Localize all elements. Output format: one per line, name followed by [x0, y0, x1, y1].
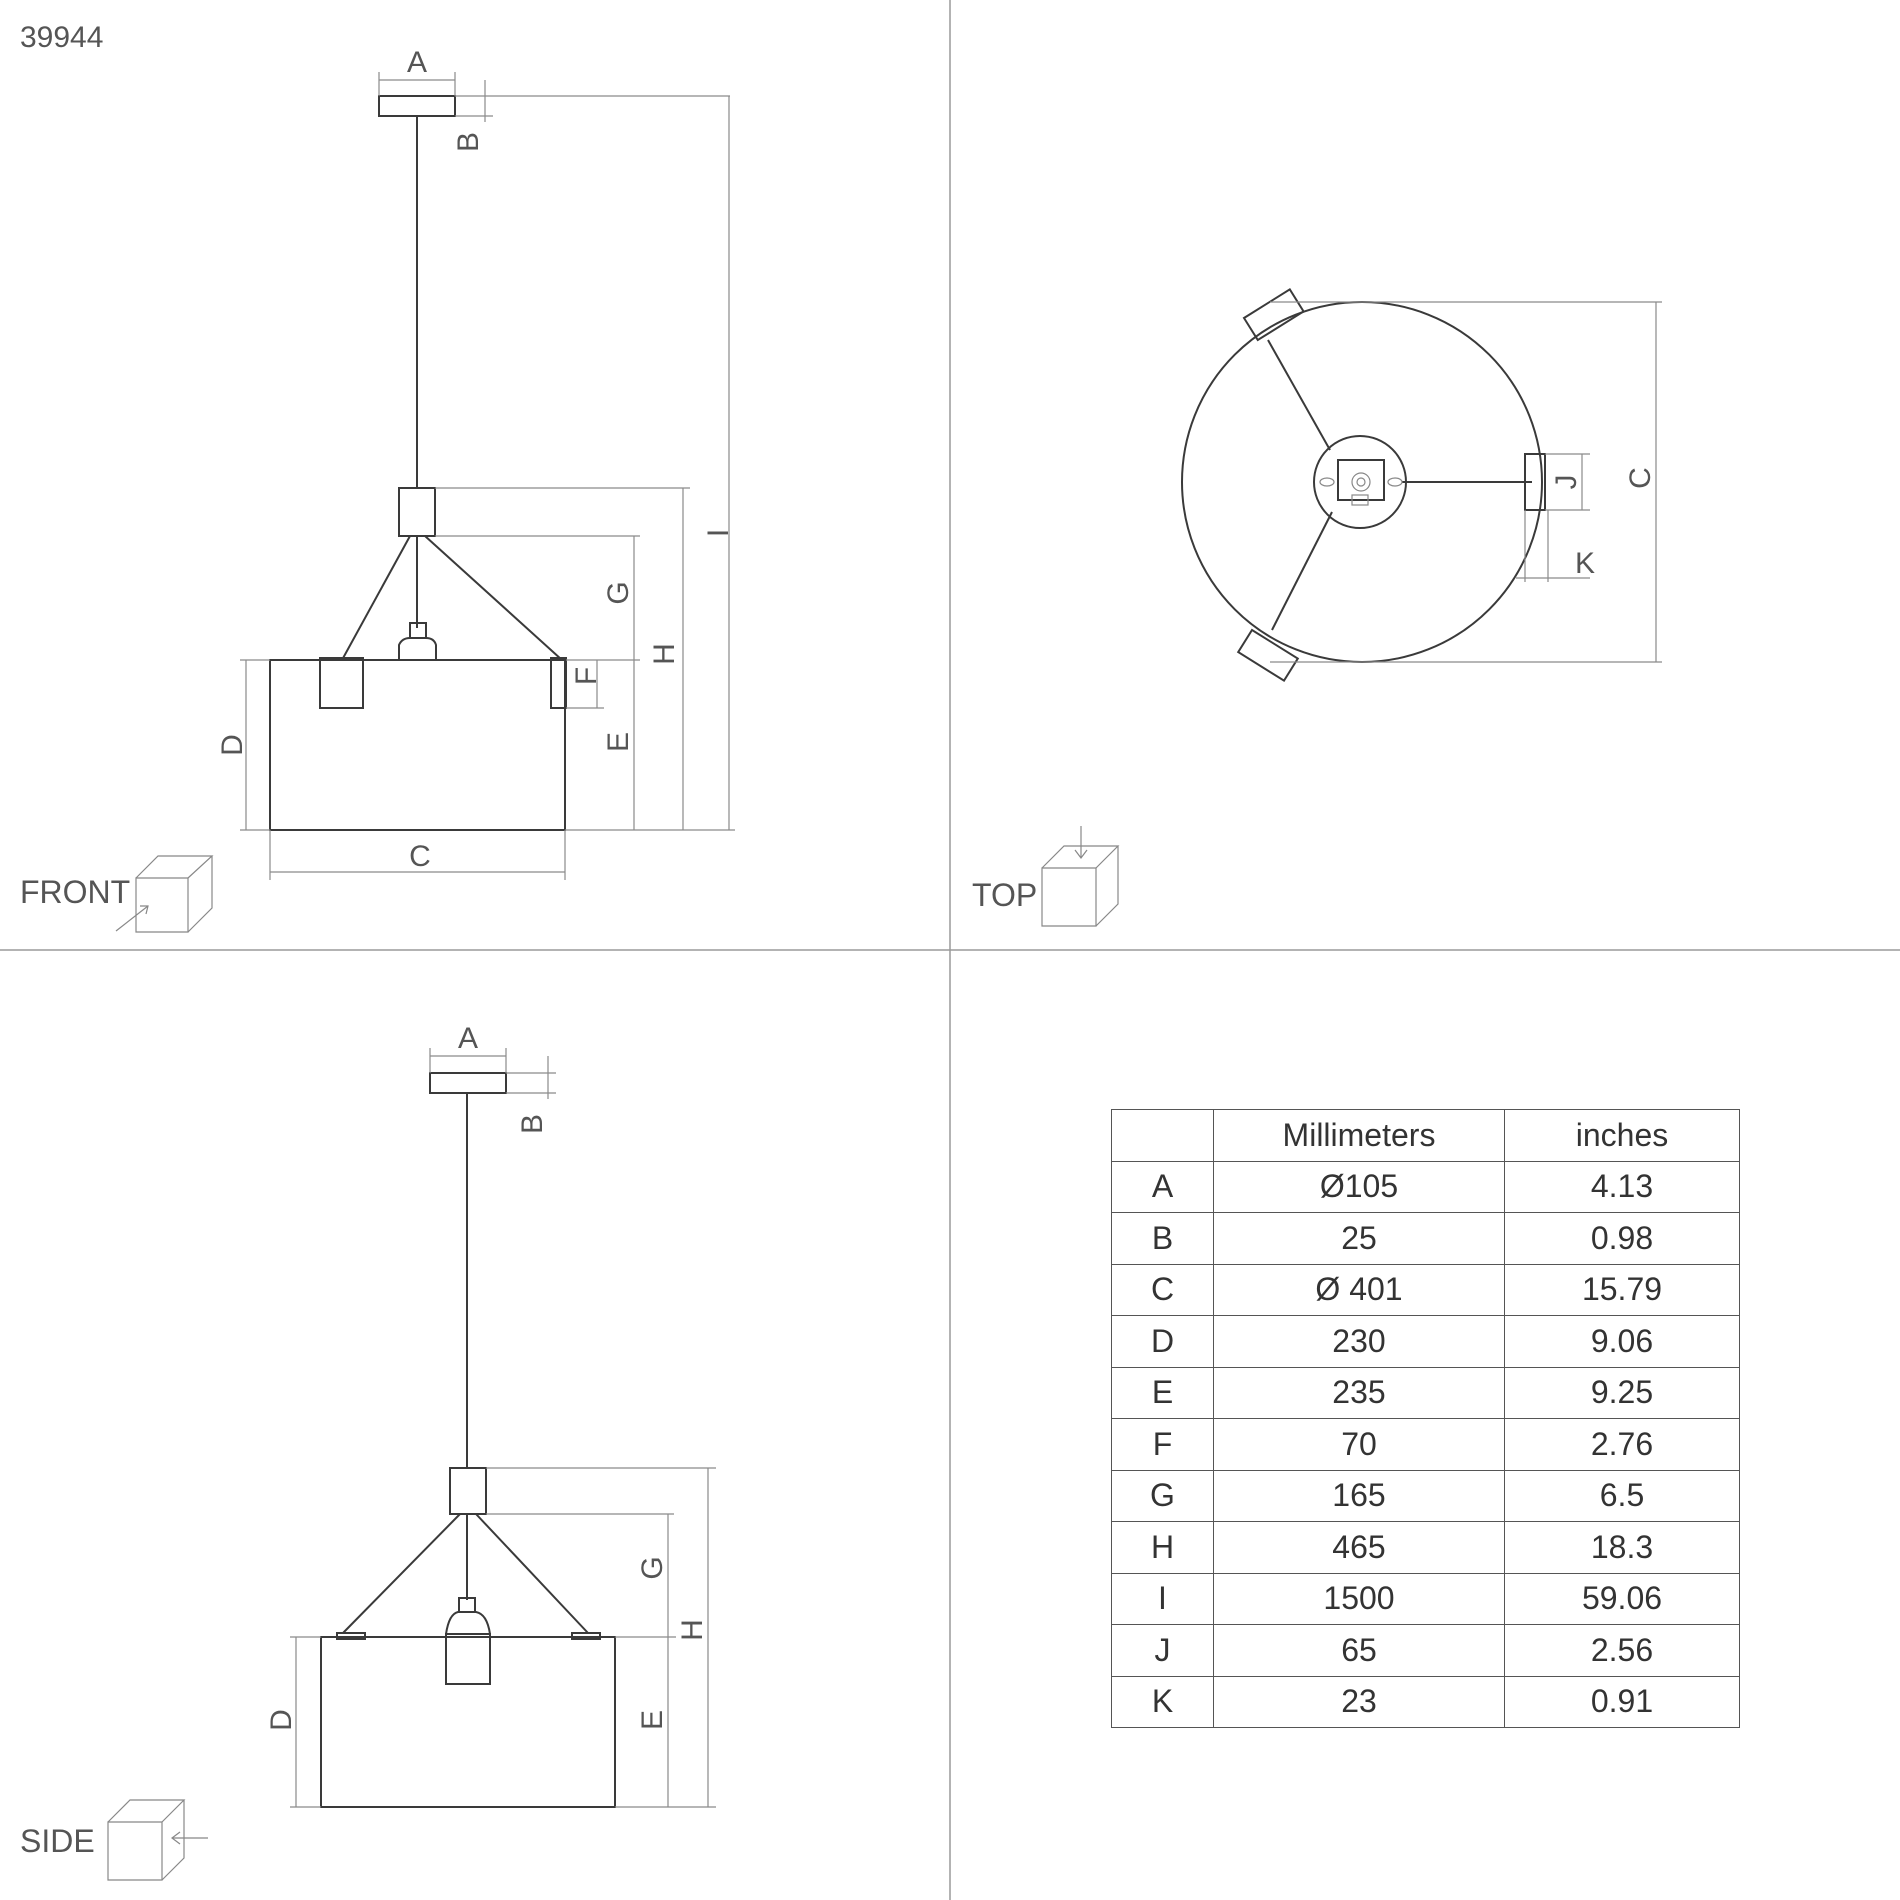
table-header-mm: Millimeters — [1214, 1110, 1505, 1162]
table-cell-mm: 25 — [1214, 1213, 1505, 1265]
front-view — [20, 46, 735, 932]
top-dim-k: K — [1574, 547, 1596, 580]
front-canopy — [379, 96, 455, 116]
side-view-label: SIDE — [20, 1823, 95, 1859]
table-row — [1112, 1213, 1740, 1265]
table-row — [1112, 1522, 1740, 1574]
table-cell-in: 18.3 — [1505, 1522, 1740, 1574]
table-cell-mm: 230 — [1214, 1316, 1505, 1368]
side-view-cube-icon — [108, 1800, 208, 1880]
table-row — [1112, 1625, 1740, 1677]
table-cell-in: 2.56 — [1505, 1625, 1740, 1677]
table-cell-key: D — [1112, 1316, 1214, 1368]
table-cell-mm: Ø105 — [1214, 1161, 1505, 1213]
table-cell-in: 2.76 — [1505, 1419, 1740, 1471]
table-cell-mm: 235 — [1214, 1367, 1505, 1419]
top-dim-c: C — [1624, 467, 1657, 489]
table-row — [1112, 1316, 1740, 1368]
table-cell-key: A — [1112, 1161, 1214, 1213]
top-dim-j: J — [1550, 474, 1583, 490]
table-cell-key: J — [1112, 1625, 1214, 1677]
table-cell-in: 0.91 — [1505, 1676, 1740, 1728]
table-cell-in: 59.06 — [1505, 1573, 1740, 1625]
front-dim-g: G — [602, 581, 635, 605]
table-cell-key: F — [1112, 1419, 1214, 1471]
top-hub — [1314, 436, 1406, 528]
side-canopy — [430, 1073, 506, 1093]
table-cell-in: 9.06 — [1505, 1316, 1740, 1368]
table-cell-in: 0.98 — [1505, 1213, 1740, 1265]
table-header-row — [1112, 1110, 1740, 1162]
front-view-label: FRONT — [20, 874, 131, 910]
front-dim-e: E — [602, 731, 635, 753]
table-cell-mm: 23 — [1214, 1676, 1505, 1728]
table-cell-mm: Ø 401 — [1214, 1264, 1505, 1316]
top-view — [972, 289, 1662, 926]
dimensions-table — [1111, 1109, 1740, 1728]
side-dim-h: H — [676, 1619, 709, 1641]
table-cell-key: K — [1112, 1676, 1214, 1728]
front-dim-a: A — [406, 46, 428, 79]
front-view-cube-icon — [116, 856, 212, 932]
front-dim-i: I — [702, 528, 735, 538]
table-cell-mm: 1500 — [1214, 1573, 1505, 1625]
table-cell-mm: 465 — [1214, 1522, 1505, 1574]
table-cell-key: E — [1112, 1367, 1214, 1419]
table-row — [1112, 1264, 1740, 1316]
side-view — [20, 1022, 716, 1880]
front-dim-f: F — [570, 666, 603, 686]
table-cell-key: I — [1112, 1573, 1214, 1625]
table-cell-in: 6.5 — [1505, 1470, 1740, 1522]
table-cell-key: B — [1112, 1213, 1214, 1265]
front-shade — [270, 660, 565, 830]
table-cell-mm: 165 — [1214, 1470, 1505, 1522]
table-row — [1112, 1367, 1740, 1419]
table-cell-in: 9.25 — [1505, 1367, 1740, 1419]
table-header-in: inches — [1505, 1110, 1740, 1162]
front-hub — [399, 488, 435, 536]
front-dim-c: C — [409, 840, 431, 873]
front-dim-h: H — [648, 643, 681, 665]
side-dim-b: B — [516, 1113, 549, 1135]
side-dim-d: D — [265, 1709, 298, 1731]
table-row — [1112, 1419, 1740, 1471]
table-cell-key: C — [1112, 1264, 1214, 1316]
top-view-label: TOP — [972, 877, 1038, 913]
table-cell-mm: 65 — [1214, 1625, 1505, 1677]
table-cell-mm: 70 — [1214, 1419, 1505, 1471]
table-row — [1112, 1161, 1740, 1213]
table-row — [1112, 1573, 1740, 1625]
side-dim-a: A — [457, 1022, 479, 1055]
table-cell-key: G — [1112, 1470, 1214, 1522]
side-shade — [321, 1637, 615, 1807]
front-bracket — [320, 658, 363, 708]
side-dim-e: E — [636, 1709, 669, 1731]
side-hub — [450, 1468, 486, 1514]
side-socket — [446, 1634, 490, 1684]
table-cell-key: H — [1112, 1522, 1214, 1574]
table-header-key — [1112, 1110, 1214, 1162]
table-row — [1112, 1470, 1740, 1522]
side-dim-g: G — [636, 1556, 669, 1580]
product-code: 39944 — [20, 21, 104, 54]
front-dim-d: D — [216, 734, 249, 756]
table-row — [1112, 1676, 1740, 1728]
table-cell-in: 4.13 — [1505, 1161, 1740, 1213]
top-view-cube-icon — [1042, 826, 1118, 926]
front-dim-b: B — [452, 131, 485, 153]
table-cell-in: 15.79 — [1505, 1264, 1740, 1316]
